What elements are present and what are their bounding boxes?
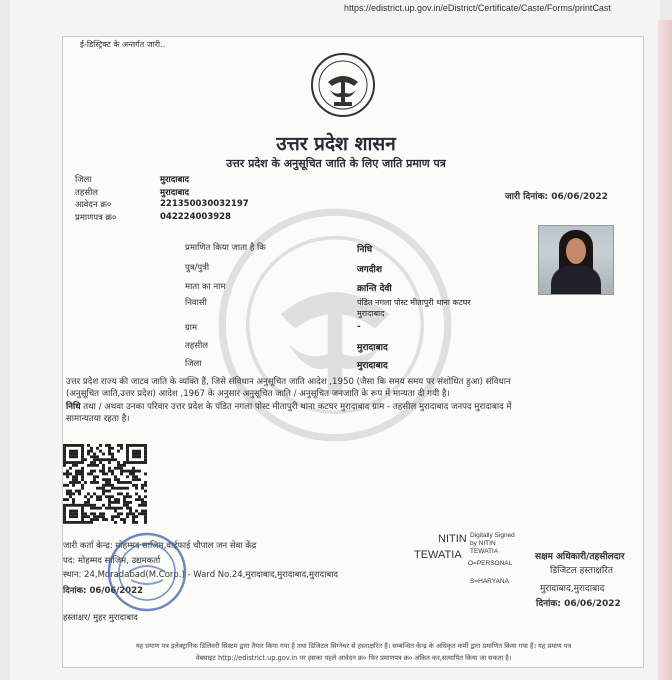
issue-date: जारी दिनांक: 06/06/2022 [505,192,608,202]
detail-value: जगदीश [357,265,382,275]
detail-row [185,358,388,371]
signature-detail: Digitally Signed [470,532,515,539]
officer-date: दिनांक: 06/06/2022 [536,599,621,609]
detail-row [185,322,361,333]
government-title: उत्तर प्रदेश शासन [276,133,396,155]
signature-detail: O=PERSONAL [468,560,513,567]
body-line: उत्तर प्रदेश राज्य की जाटव जाति के व्यक्ति हैं, जिसे संविधान अनुसूचित जाति आदेश ,1950 (जैसा कि समय समय पर संशोधित हुआ) संविधान [66,377,511,387]
issuer-designation: पद: मोहम्मद साजिम, उद्यमकर्ता [63,556,161,566]
detail-value: मुरादाबाद [357,361,388,371]
issuer-location: स्थान: 24,Moradabad(M.Corp.) - Ward No.24,मुरादाबाद,मुरादाबाद,मुरादाबाद [63,570,338,580]
detail-label: जिला [185,359,202,369]
officer-place: मुरादाबाद,मुरादाबाद [540,584,605,594]
detail-value: मुरादाबाद [357,309,385,318]
digital-signature [410,533,530,593]
browser-url: https://edistrict.up.gov.in/eDistrict/Certificate/Caste/Forms/printCast [344,3,611,13]
signer-name-last: TEWATIA [414,549,462,561]
body-line-text: तथा / अथवा उनका परिवार उत्तर प्रदेश के पंडित नगला पोस्ट मीतापुरी थाना कटघर मुरादाबाद ग्राम - तहसील मुरादाबाद जनपद मुरादाबाद में [80,401,512,412]
certificate-body-text [66,376,641,425]
detail-row [185,242,372,255]
meta-value: 221350030032197 [160,199,249,209]
meta-application-number [75,199,249,210]
meta-tehsil [75,187,189,198]
detail-label: ग्राम [185,323,198,333]
detail-value: - [357,322,361,332]
detail-row [185,297,471,308]
meta-value: मुरादाबाद [160,188,190,198]
applicant-photo [538,225,614,295]
office-stamp-icon [105,530,189,614]
detail-row [185,308,384,319]
body-line: सामान्यतया रहता है। [66,413,130,424]
detail-label: निवासी [185,298,207,308]
background-edge [658,20,672,680]
up-government-emblem-icon [310,52,376,118]
detail-value: पंडित नगला पोस्ट मीतापुरी थाना कटघर [357,298,471,307]
detail-value: निधि [357,245,373,255]
signature-detail: S=HARYANA [470,578,509,585]
issued-note: ई-डिस्ट्रिक्ट के अन्तर्गत जारी.. [80,40,166,49]
meta-value: मुरादाबाद [160,175,190,185]
meta-label: तहसील [75,188,99,198]
signature-detail: TEWATIA [470,548,499,555]
detail-value: क्रान्ति देवी [357,284,392,294]
meta-label: जिला [75,175,92,185]
meta-value: 042224003928 [160,212,231,222]
body-line: (अनुसूचित जाति,उत्तर प्रदेश) आदेश ,1967 के अनुसार अनुसूचित जाति / अनुसूचित जनजाति के रूप में मान्यता दी गयी है। [66,389,450,400]
detail-row [185,281,392,294]
signature-detail: by NITIN [470,540,496,547]
detail-label: पुत्र/पुत्री [185,263,210,273]
detail-label: माता का नाम [185,282,226,292]
footer-note: यह प्रमाण पत्र इलेक्ट्रानिक डिलिवरी सिस्टम द्वारा तैयार किया गया है तथा डिजिटल सिग्नेचर से हस्ताक्षरित है। सम्बन्धित केन्द्र के अधिकृत कर्मी द्वारा प्रमाणित किया गया है। यह प्रमाण पत्र [135,642,572,650]
detail-label: प्रमाणित किया जाता है कि [185,243,266,253]
detail-label: तहसील [185,341,209,351]
detail-label [185,308,357,319]
meta-label: प्रमाणपत्र क्र० [75,213,117,223]
detail-row [185,340,388,353]
meta-certificate-number [75,212,231,223]
meta-label: आवेदन क्र० [75,200,112,210]
body-name: निधि [66,401,81,412]
footer-verify-note: वेबसाइट http://edistrict.up.gov.in पर इसका पहले आवेदन क्र० फिर प्रमाणपत्र क्र० अंकित कर,सत्यापित किया जा सकता है। [195,654,512,662]
qr-code-icon [63,444,147,524]
officer-designation: सक्षम अधिकारी/तहसीलदार [535,552,625,562]
issuing-center: जारी कर्ता केन्द्र: मोहम्मद साजिम,वाईफाई चौपाल जन सेवा केंद्र [63,541,257,551]
detail-value: मुरादाबाद [357,343,388,353]
meta-district [75,174,189,185]
issuer-date: दिनांक: 06/06/2022 [63,586,144,596]
officer-signed-note: डिजिटल हस्ताक्षरित [550,566,613,576]
signer-name-first: NITIN [438,533,467,545]
certificate-title: उत्तर प्रदेश के अनुसूचित जाति के लिए जाति प्रमाण पत्र [226,157,446,170]
issuer-signature-seal: हस्ताक्षर/ मुहर मुरादाबाद [63,613,138,623]
detail-row [185,262,382,275]
body-line [66,401,641,413]
